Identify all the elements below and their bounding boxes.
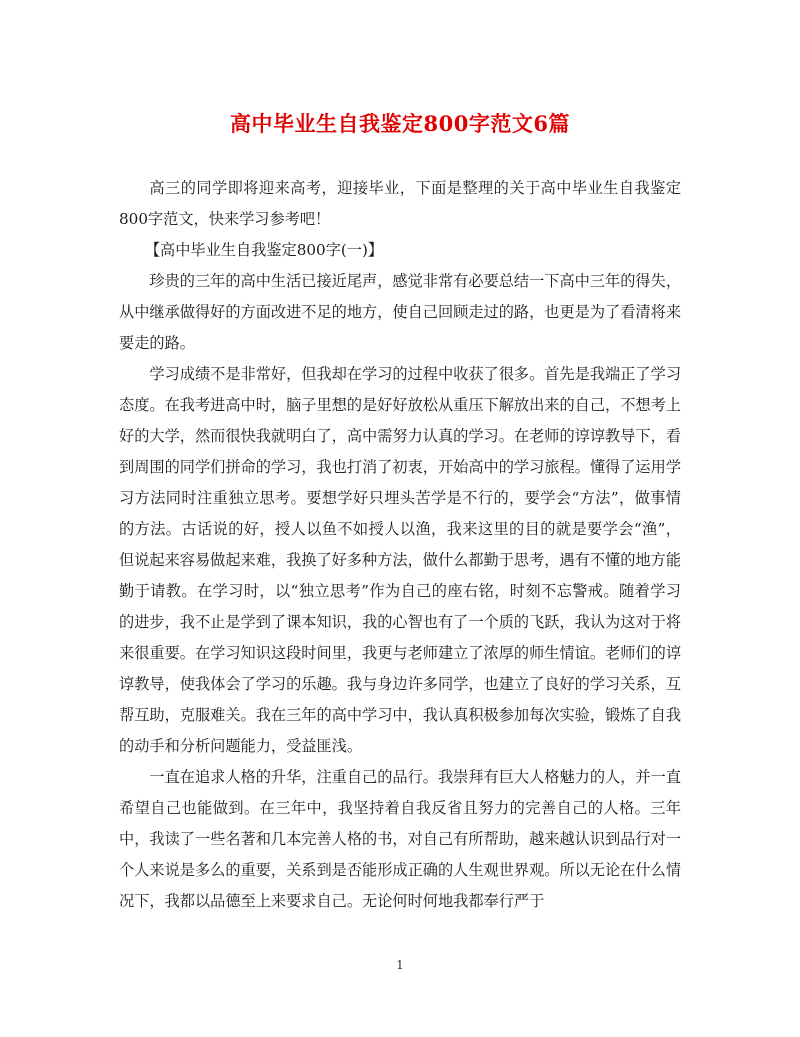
body-paragraph: 一直在追求人格的升华，注重自己的品行。我崇拜有巨大人格魅力的人，并一直希望自己也能做到。在三年中，我坚持着自我反省且努力的完善自己的人格。三年中，我读了一些名著和几本完善人格的书，对自己有所帮助，越来越认识到品行对一个人来说是多么的重要，关系到是否能形成正确的人生观世界观。所以无论在什么情况下，我都以品德至上来要求自己。无论何时何地我都奉行严于 — [119, 768, 681, 910]
document-body — [119, 173, 681, 917]
intro-paragraph: 高三的同学即将迎来高考，迎接毕业，下面是整理的关于高中毕业生自我鉴定800字范文，快来学习参考吧！ — [119, 179, 681, 228]
body-paragraph: 学习成绩不是非常好，但我却在学习的过程中收获了很多。首先是我端正了学习态度。在我考进高中时，脑子里想的是好好放松从重压下解放出来的自己，不想考上好的大学，然而很快我就明白了，高中需努力认真的学习。在老师的谆谆教导下，看到周围的同学们拼命的学习，我也打消了初衷，开始高中的学习旅程。懂得了运用学习方法同时注重独立思考。要想学好只埋头苦学是不行的，要学会“方法”，做事情的方法。古话说的好，授人以鱼不如授人以渔，我来这里的目的就是要学会“渔”，但说起来容易做起来难，我换了好多种方法，做什么都勤于思考，遇有不懂的地方能勤于请教。在学习时，以“独立思考”作为自己的座右铭，时刻不忘警戒。随着学习的进步，我不止是学到了课本知识，我的心智也有了一个质的飞跃，我认为这对于将来很重要。在学习知识这段时间里，我更与老师建立了浓厚的师生情谊。老师们的谆谆教导，使我体会了学习的乐趣。我与身边许多同学，也建立了良好的学习关系，互帮互助，克服难关。我在三年的高中学习中，我认真积极参加每次实验，锻炼了自我的动手和分析问题能力，受益匪浅。 — [119, 365, 681, 755]
section-heading: 【高中毕业生自我鉴定800字(一)】 — [144, 241, 384, 259]
page-number: 1 — [396, 958, 404, 972]
document-title: 高中毕业生自我鉴定800字范文6篇 — [230, 111, 570, 136]
body-paragraph: 珍贵的三年的高中生活已接近尾声，感觉非常有必要总结一下高中三年的得失，从中继承做得好的方面改进不足的地方，使自己回顾走过的路，也更是为了看清将来要走的路。 — [119, 272, 681, 352]
